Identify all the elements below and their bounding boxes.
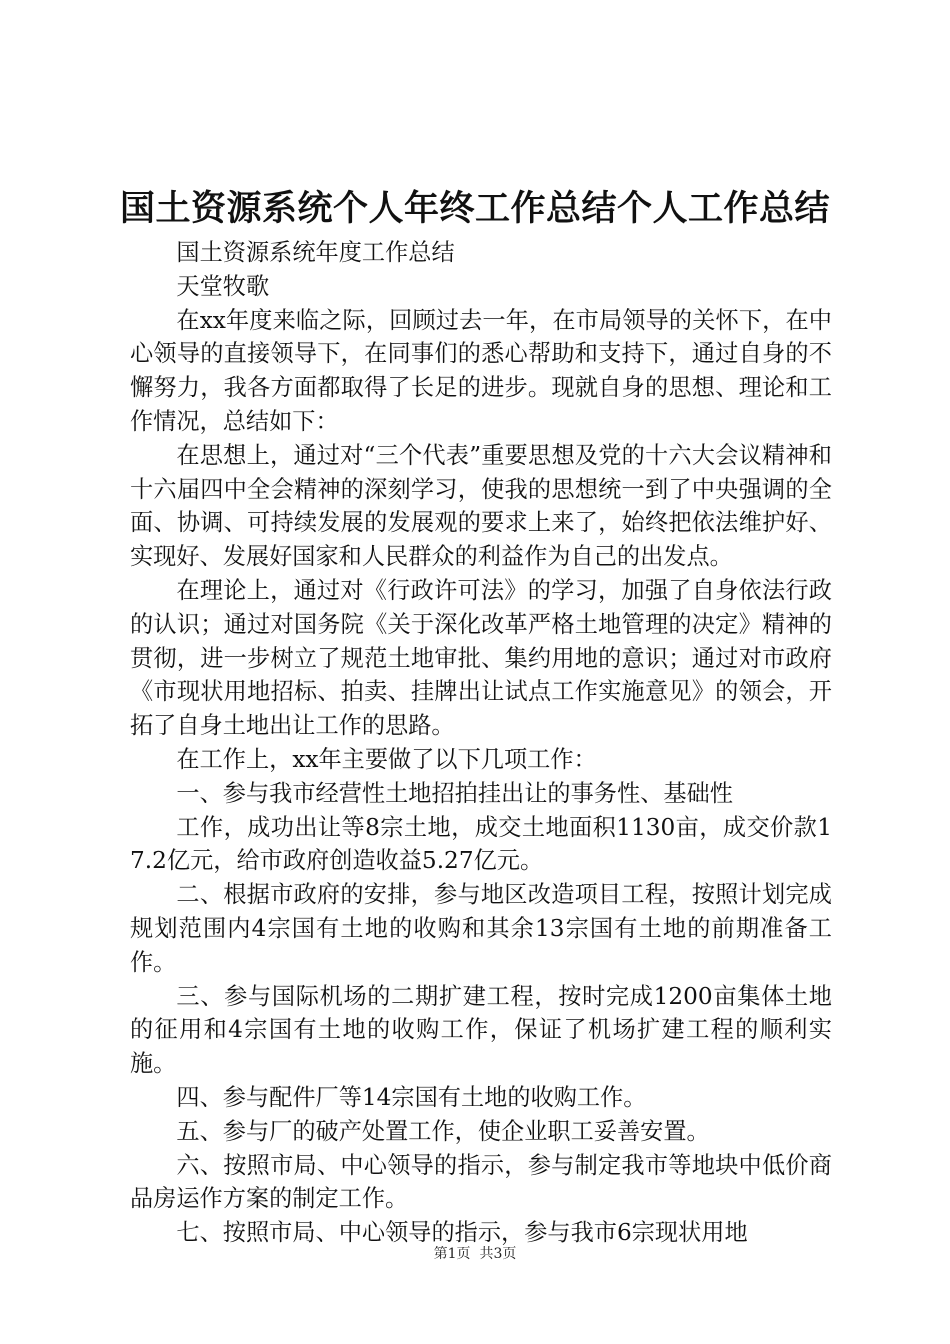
paragraph-item-3: 三、参与国际机场的二期扩建工程，按时完成1200亩集体土地的征用和4宗国有土地的收购工作，保证了机场扩建工程的顺利实施。	[130, 982, 832, 1078]
paragraph-item-5: 五、参与厂的破产处置工作，使企业职工妥善安置。	[176, 1117, 710, 1145]
paragraph-item-1: 一、参与我市经营性土地招拍挂出让的事务性、基础性	[176, 779, 733, 807]
page-number: 第1页	[433, 1246, 471, 1262]
paragraph-author: 天堂牧歌	[176, 272, 270, 300]
document-title: 国土资源系统个人年终工作总结个人工作总结	[119, 189, 830, 229]
page-footer	[0, 1244, 950, 1264]
paragraph-work-intro: 在工作上，xx年主要做了以下几项工作：	[176, 745, 597, 773]
paragraph-item-6: 六、按照市局、中心领导的指示，参与制定我市等地块中低价商品房运作方案的制定工作。	[130, 1151, 832, 1213]
document-body	[130, 236, 832, 1250]
paragraph-intro: 在xx年度来临之际，回顾过去一年，在市局领导的关怀下，在中心领导的直接领导下，在同事们的悉心帮助和支持下，通过自身的不懈努力，我各方面都取得了长足的进步。现就自身的思想、理论和工作情况，总结如下：	[130, 306, 832, 435]
paragraph-item-7: 七、按照市局、中心领导的指示，参与我市6宗现状用地	[176, 1219, 748, 1247]
paragraph-item-1-cont: 工作，成功出让等8宗土地，成交土地面积1130亩，成交价款17.2亿元，给市政府创造收益5.27亿元。	[130, 813, 832, 875]
page-total: 共3页	[479, 1246, 517, 1262]
paragraph-item-4: 四、参与配件厂等14宗国有土地的收购工作。	[176, 1083, 647, 1111]
paragraph-theory: 在理论上，通过对《行政许可法》的学习，加强了自身依法行政的认识；通过对国务院《关于深化改革严格土地管理的决定》精神的贯彻，进一步树立了规范土地审批、集约用地的意识；通过对市政府《市现状用地招标、拍卖、挂牌出让试点工作实施意见》的领会，开拓了自身土地出让工作的思路。	[130, 576, 832, 740]
paragraph-subtitle: 国土资源系统年度工作总结	[176, 239, 455, 266]
paragraph-item-2: 二、根据市政府的安排，参与地区改造项目工程，按照计划完成规划范围内4宗国有土地的收购和其余13宗国有土地的前期准备工作。	[130, 881, 832, 976]
paragraph-thought: 在思想上，通过对“三个代表”重要思想及党的十六大会议精神和十六届四中全会精神的深刻学习，使我的思想统一到了中央强调的全面、协调、可持续发展的发展观的要求上来了，始终把依法维护好、实现好、发展好国家和人民群众的利益作为自己的出发点。	[130, 441, 832, 571]
